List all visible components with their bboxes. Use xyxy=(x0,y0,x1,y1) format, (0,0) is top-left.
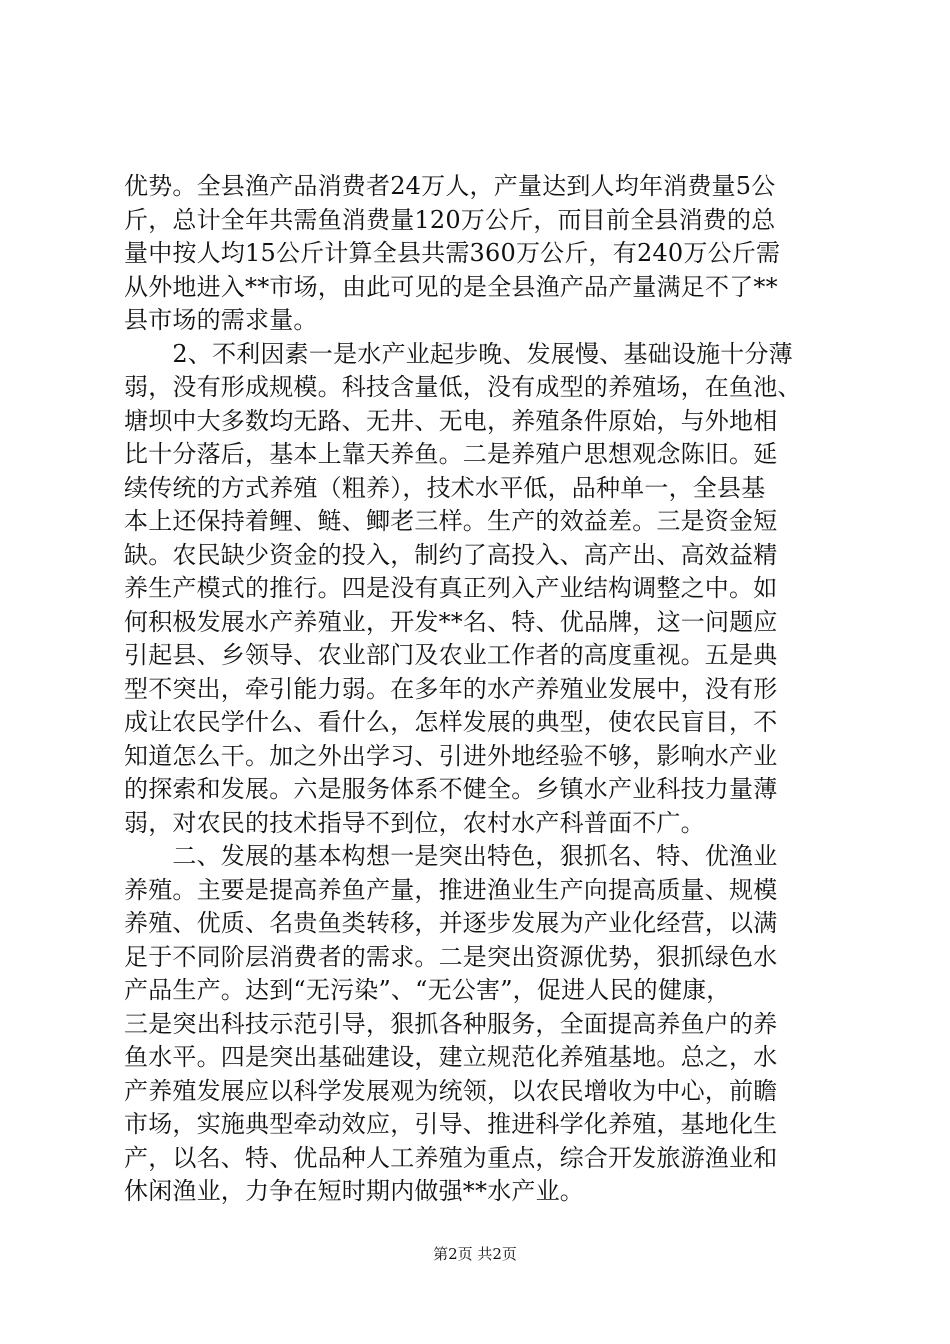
text-line: 何积极发展水产养殖业，开发**名、特、优品牌，这一问题应 xyxy=(124,607,778,636)
text-line: 鱼水平。四是突出基础建设，建立规范化养殖基地。总之，水 xyxy=(124,1043,778,1071)
text-line: 2、不利因素一是水产业起步晚、发展慢、基础设施十分薄 xyxy=(124,339,793,368)
text-line: 缺。农民缺少资金的投入，制约了高投入、高产出、高效益精 xyxy=(124,540,778,569)
text-line: 休闲渔业，力争在短时期内做强**水产业。 xyxy=(124,1177,584,1205)
text-line: 塘坝中大多数均无路、无井、无电，养殖条件原始，与外地相 xyxy=(124,406,778,435)
text-line: 从外地进入**市场，由此可见的是全县渔产品产量满足不了** xyxy=(124,272,778,301)
text-line: 市场，实施典型牵动效应，引导、推进科学化养殖，基地化生 xyxy=(124,1110,778,1138)
text-line: 型不突出，牵引能力弱。在多年的水产养殖业发展中，没有形 xyxy=(124,674,778,703)
text-line: 知道怎么干。加之外出学习、引进外地经验不够，影响水产业 xyxy=(124,741,778,770)
text-line: 养生产模式的推行。四是没有真正列入产业结构调整之中。如 xyxy=(124,574,778,602)
text-line: 优势。全县渔产品消费者24万人，产量达到人均年消费量5公 xyxy=(124,172,776,200)
page-number-footer: 第2页 共2页 xyxy=(433,1245,517,1263)
text-line: 县市场的需求量。 xyxy=(124,306,318,334)
text-line: 引起县、乡领导、农业部门及农业工作者的高度重视。五是典 xyxy=(124,641,778,669)
text-line: 成让农民学什么、看什么，怎样发展的典型，使农民盲目，不 xyxy=(124,708,778,736)
text-line: 养殖、优质、名贵鱼类转移，并逐步发展为产业化经营，以满 xyxy=(124,909,778,937)
text-line: 产养殖发展应以科学发展观为统领，以农民增收为中心，前瞻 xyxy=(124,1076,778,1105)
text-line: 产品生产。达到“无污染”、“无公害”，促进人民的健康， xyxy=(124,976,731,1004)
text-line: 弱，对农民的技术指导不到位，农村水产科普面不广。 xyxy=(124,808,705,837)
document-body xyxy=(124,170,834,1209)
text-line: 的探索和发展。六是服务体系不健全。乡镇水产业科技力量薄 xyxy=(124,775,778,803)
text-line: 弱，没有形成规模。科技含量低，没有成型的养殖场，在鱼池、 xyxy=(124,373,802,401)
text-line: 养殖。主要是提高养鱼产量，推进渔业生产向提高质量、规模 xyxy=(124,875,778,904)
text-line: 三是突出科技示范引导，狠抓各种服务，全面提高养鱼户的养 xyxy=(124,1009,778,1038)
text-line: 斤，总计全年共需鱼消费量120万公斤，而目前全县消费的总 xyxy=(124,205,776,234)
text-line: 量中按人均15公斤计算全县共需360万公斤，有240万公斤需 xyxy=(124,239,781,267)
text-line: 二、发展的基本构想一是突出特色，狠抓名、特、优渔业 xyxy=(124,842,778,870)
text-line: 产，以名、特、优品种人工养殖为重点，综合开发旅游渔业和 xyxy=(124,1143,778,1172)
text-line: 本上还保持着鲤、鲢、鲫老三样。生产的效益差。三是资金短 xyxy=(124,507,778,535)
text-line: 比十分落后，基本上靠天养鱼。二是养殖户思想观念陈旧。延 xyxy=(124,440,778,468)
text-line: 续传统的方式养殖（粗养），技术水平低，品种单一，全县基 xyxy=(124,473,766,502)
text-line: 足于不同阶层消费者的需求。二是突出资源优势，狠抓绿色水 xyxy=(124,942,778,971)
